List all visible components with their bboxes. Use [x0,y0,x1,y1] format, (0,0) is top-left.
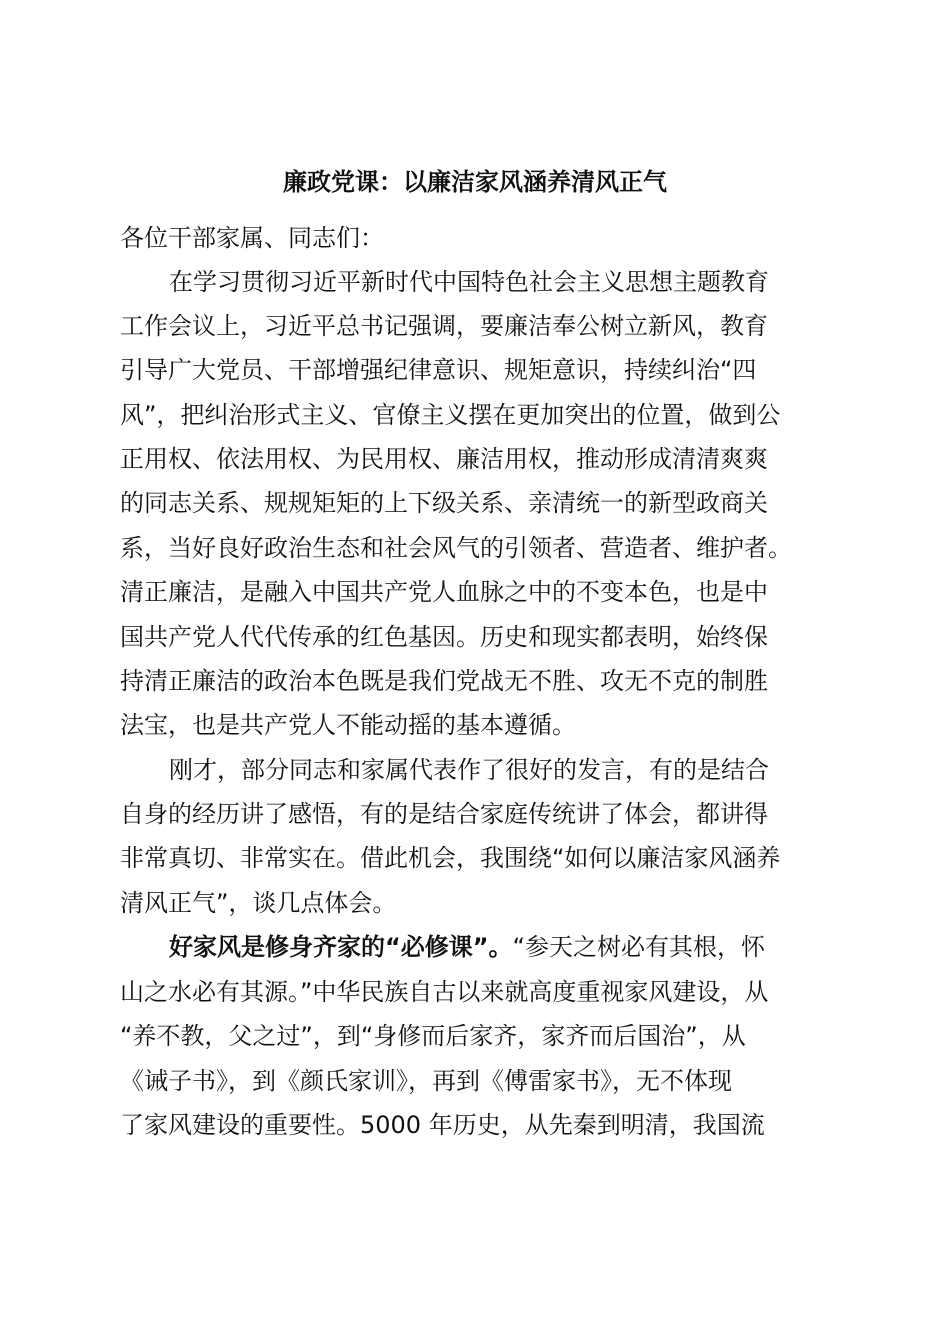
paragraph-line: 清正廉洁，是融入中国共产党人血脉之中的不变本色，也是中 [120,578,768,606]
paragraph-line: 清风正气”，谈几点体会。 [120,889,397,917]
paragraph-line: 刚才，部分同志和家属代表作了很好的发言，有的是结合 [169,756,769,784]
paragraph-line: 持清正廉洁的政治本色既是我们党战无不胜、攻无不克的制胜 [120,667,768,695]
paragraph-line: 法宝，也是共产党人不能动摇的基本遵循。 [120,711,576,739]
paragraph-line: 《诫子书》，到《颜氏家训》，再到《傅雷家书》，无不体现 [120,1067,732,1095]
section-paragraph-line [169,929,765,965]
paragraph-line: 自身的经历讲了感悟，有的是结合家庭传统讲了体会，都讲得 [120,800,768,828]
greeting: 各位干部家属、同志们： [120,224,384,252]
paragraph-line: 了家风建设的重要性。5000 年历史，从先秦到明清，我国流 [120,1111,765,1139]
paragraph-line: 引导广大党员、干部增强纪律意识、规矩意识，持续纠治“四 [120,356,757,384]
document-title: 廉政党课：以廉洁家风涵养清风正气 [283,168,667,196]
paragraph-line: “养不教，父之过”，到“身修而后家齐，家齐而后国治”，从 [120,1022,746,1050]
paragraph-line: 正用权、依法用权、为民用权、廉洁用权，推动形成清清爽爽 [120,445,768,473]
paragraph-line: 系，当好良好政治生态和社会风气的引领者、营造者、维护者。 [120,534,792,562]
section-heading: 好家风是修身齐家的“必修课”。 [169,933,513,961]
paragraph-line: 风”，把纠治形式主义、官僚主义摆在更加突出的位置，做到公 [120,401,781,429]
paragraph-text: “参天之树必有其根，怀 [512,933,765,961]
paragraph-line: 非常真切、非常实在。借此机会，我围绕“如何以廉洁家风涵养 [120,844,781,872]
paragraph-line: 山之水必有其源。”中华民族自古以来就高度重视家风建设，从 [120,978,769,1006]
paragraph-line: 在学习贯彻习近平新时代中国特色社会主义思想主题教育 [169,268,769,296]
paragraph-line: 工作会议上，习近平总书记强调，要廉洁奉公树立新风，教育 [120,312,768,340]
paragraph-line: 的同志关系、规规矩矩的上下级关系、亲清统一的新型政商关 [120,489,768,517]
paragraph-line: 国共产党人代代传承的红色基因。历史和现实都表明，始终保 [120,623,768,651]
